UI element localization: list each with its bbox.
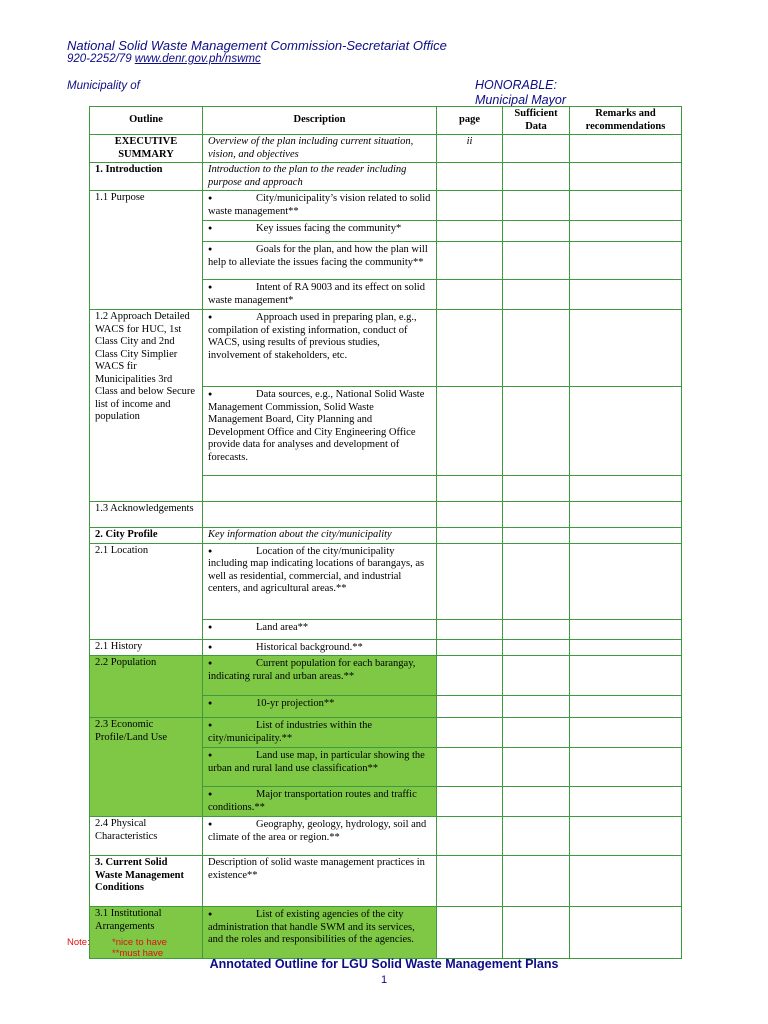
description-text: Major transportation routes and traffic conditions.** bbox=[208, 789, 417, 813]
page-cell bbox=[437, 787, 503, 817]
description-cell bbox=[203, 718, 437, 748]
remarks-cell[interactable] bbox=[570, 619, 682, 639]
description-cell bbox=[203, 639, 437, 656]
page-cell: ii bbox=[437, 135, 503, 163]
description-cell bbox=[203, 787, 437, 817]
outline-cell: 2.4 Physical Characteristics bbox=[90, 817, 203, 856]
sufficient-data-cell[interactable] bbox=[503, 528, 570, 544]
outline-cell: 2.1 Location bbox=[90, 543, 203, 639]
description-text: Description of solid waste management practices in existence** bbox=[208, 857, 425, 881]
table-row bbox=[90, 163, 682, 191]
bullet-icon: ● bbox=[208, 642, 213, 651]
outline-cell: 1.3 Acknowledgements bbox=[90, 502, 203, 528]
page-number: 1 bbox=[380, 974, 388, 986]
page-cell bbox=[437, 718, 503, 748]
description-cell bbox=[203, 656, 437, 696]
bullet-icon: ● bbox=[208, 194, 213, 202]
description-text: Historical background.** bbox=[256, 641, 363, 653]
description-cell bbox=[203, 748, 437, 787]
page-cell bbox=[437, 748, 503, 787]
description-cell bbox=[203, 817, 437, 856]
page-cell bbox=[437, 817, 503, 856]
remarks-cell[interactable] bbox=[570, 280, 682, 310]
description-cell bbox=[203, 856, 437, 907]
description-cell bbox=[203, 135, 437, 163]
page-cell bbox=[437, 639, 503, 656]
description-text: 10-yr projection** bbox=[256, 698, 335, 709]
bullet-icon: ● bbox=[208, 390, 213, 398]
outline-table bbox=[89, 106, 682, 959]
description-text: Key information about the city/municipality bbox=[208, 529, 392, 540]
page-cell bbox=[437, 242, 503, 280]
remarks-cell[interactable] bbox=[570, 718, 682, 748]
outline-cell: 2.3 Economic Profile/Land Use bbox=[90, 718, 203, 817]
table-row bbox=[90, 543, 682, 619]
description-cell bbox=[203, 191, 437, 221]
note-label: Note: bbox=[67, 937, 90, 948]
remarks-cell[interactable] bbox=[570, 856, 682, 907]
bullet-icon: ● bbox=[208, 721, 213, 729]
sufficient-data-cell[interactable] bbox=[503, 280, 570, 310]
table-row bbox=[90, 817, 682, 856]
municipality-label: Municipality of bbox=[67, 80, 140, 92]
remarks-cell[interactable] bbox=[570, 907, 682, 959]
remarks-cell[interactable] bbox=[570, 135, 682, 163]
sufficient-data-cell[interactable] bbox=[503, 907, 570, 959]
table-row bbox=[90, 135, 682, 163]
outline-cell: 2.1 History bbox=[90, 639, 203, 656]
description-text: Geography, geology, hydrology, soil and climate of the area or region.** bbox=[208, 819, 427, 843]
remarks-cell[interactable] bbox=[570, 543, 682, 619]
bullet-icon: ● bbox=[208, 790, 213, 798]
note-must: **must have bbox=[112, 948, 164, 959]
org-title: National Solid Waste Management Commission-Secretariat Office bbox=[67, 38, 447, 53]
description-cell bbox=[203, 221, 437, 242]
description-cell bbox=[203, 387, 437, 476]
description-text: List of existing agencies of the city administration that handle SWM and its services, and the roles and responsibilities of the agencies. bbox=[208, 909, 415, 945]
description-text: Overview of the plan including current situation, vision, and objectives bbox=[208, 136, 414, 160]
description-text: Introduction to the plan to the reader including purpose and approach bbox=[208, 164, 407, 188]
description-text: Land use map, in particular showing the urban and rural land use classification** bbox=[208, 750, 425, 774]
remarks-cell[interactable] bbox=[570, 191, 682, 221]
table-body bbox=[90, 135, 682, 959]
remarks-cell[interactable] bbox=[570, 787, 682, 817]
table-row bbox=[90, 191, 682, 221]
footer-title: Annotated Outline for LGU Solid Waste Management Plans bbox=[209, 957, 559, 971]
bullet-icon: ● bbox=[208, 224, 213, 232]
description-cell bbox=[203, 502, 437, 528]
description-text: Location of the city/municipality including map indicating locations of barangays, as well as residential, commercial, and industrial centers, and agricultural areas.** bbox=[208, 545, 425, 594]
sufficient-data-cell[interactable] bbox=[503, 242, 570, 280]
sufficient-data-cell[interactable] bbox=[503, 191, 570, 221]
table-row bbox=[90, 310, 682, 387]
col-page-header: page bbox=[437, 107, 503, 135]
sufficient-data-cell[interactable] bbox=[503, 543, 570, 619]
bullet-icon: ● bbox=[208, 622, 213, 631]
sufficient-data-cell[interactable] bbox=[503, 387, 570, 476]
bullet-icon: ● bbox=[208, 546, 213, 555]
contact-line bbox=[67, 53, 261, 65]
page-cell bbox=[437, 656, 503, 696]
remarks-cell[interactable] bbox=[570, 639, 682, 656]
bullet-icon: ● bbox=[208, 751, 213, 759]
col-outline-header: Outline bbox=[90, 107, 203, 135]
table-row bbox=[90, 856, 682, 907]
bullet-icon: ● bbox=[208, 283, 213, 291]
description-cell bbox=[203, 619, 437, 639]
description-text: City/municipality’s vision related to solid waste management** bbox=[208, 193, 431, 217]
description-cell bbox=[203, 242, 437, 280]
sufficient-data-cell[interactable] bbox=[503, 856, 570, 907]
sufficient-data-cell[interactable] bbox=[503, 310, 570, 387]
page-cell bbox=[437, 476, 503, 502]
remarks-cell[interactable] bbox=[570, 528, 682, 544]
page-cell bbox=[437, 543, 503, 619]
description-text: Intent of RA 9003 and its effect on solid waste management* bbox=[208, 282, 425, 306]
honorable-label: HONORABLE: bbox=[475, 78, 557, 92]
remarks-cell[interactable] bbox=[570, 656, 682, 696]
bullet-icon: ● bbox=[208, 659, 213, 667]
outline-cell: 1.1 Purpose bbox=[90, 191, 203, 310]
outline-cell: EXECUTIVE SUMMARY bbox=[90, 135, 203, 163]
outline-cell: 3.1 Institutional Arrangements bbox=[90, 907, 203, 959]
description-text: Key issues facing the community* bbox=[256, 223, 402, 234]
bullet-icon: ● bbox=[208, 699, 213, 707]
table-row bbox=[90, 718, 682, 748]
table-row bbox=[90, 656, 682, 696]
remarks-cell[interactable] bbox=[570, 387, 682, 476]
outline-cell: 3. Current Solid Waste Management Conditions bbox=[90, 856, 203, 907]
description-text: Approach used in preparing plan, e.g., compilation of existing information, conduct of WACS, using results of previous studies, involvement of stakeholders, etc. bbox=[208, 312, 417, 361]
description-cell bbox=[203, 163, 437, 191]
page-cell bbox=[437, 502, 503, 528]
bullet-icon: ● bbox=[208, 245, 213, 253]
sufficient-data-cell[interactable] bbox=[503, 135, 570, 163]
sufficient-data-cell[interactable] bbox=[503, 787, 570, 817]
outline-cell: 1.2 Approach Detailed WACS for HUC, 1st Class City and 2nd Class City Simplier WACS fir Municipalities 3rd Class and below Secure list of income and population bbox=[90, 310, 203, 502]
page-cell bbox=[437, 696, 503, 718]
sufficient-data-cell[interactable] bbox=[503, 656, 570, 696]
sufficient-data-cell[interactable] bbox=[503, 221, 570, 242]
sufficient-data-cell[interactable] bbox=[503, 502, 570, 528]
sufficient-data-cell[interactable] bbox=[503, 718, 570, 748]
col-sufficient-header: Sufficient Data bbox=[503, 107, 570, 135]
col-description-header: Description bbox=[203, 107, 437, 135]
page-cell bbox=[437, 856, 503, 907]
table-header-row bbox=[90, 107, 682, 135]
sufficient-data-cell[interactable] bbox=[503, 163, 570, 191]
page-cell bbox=[437, 191, 503, 221]
description-cell bbox=[203, 543, 437, 619]
sufficient-data-cell[interactable] bbox=[503, 639, 570, 656]
remarks-cell[interactable] bbox=[570, 748, 682, 787]
col-remarks-header: Remarks and recommendations bbox=[570, 107, 682, 135]
remarks-cell[interactable] bbox=[570, 502, 682, 528]
description-cell bbox=[203, 310, 437, 387]
sufficient-data-cell[interactable] bbox=[503, 817, 570, 856]
description-text: Goals for the plan, and how the plan will help to alleviate the issues facing the community** bbox=[208, 244, 428, 268]
description-text: List of industries within the city/municipality.** bbox=[208, 720, 373, 744]
remarks-cell[interactable] bbox=[570, 817, 682, 856]
sufficient-data-cell[interactable] bbox=[503, 748, 570, 787]
page-cell bbox=[437, 528, 503, 544]
remarks-cell[interactable] bbox=[570, 242, 682, 280]
bullet-icon: ● bbox=[208, 313, 213, 321]
remarks-cell[interactable] bbox=[570, 696, 682, 718]
sufficient-data-cell[interactable] bbox=[503, 476, 570, 502]
outline-cell: 1. Introduction bbox=[90, 163, 203, 191]
description-text: Land area** bbox=[256, 621, 309, 633]
bullet-icon: ● bbox=[208, 820, 213, 828]
description-cell bbox=[203, 476, 437, 502]
website-link[interactable]: www.denr.gov.ph/nswmc bbox=[134, 53, 261, 65]
description-text: Data sources, e.g., National Solid Waste Management Commission, Solid Waste Management Board, City Planning and Development Office and City Engineering Office provide data for analyses and development of forecasts. bbox=[208, 389, 425, 463]
page-cell bbox=[437, 163, 503, 191]
description-cell bbox=[203, 907, 437, 959]
table-row bbox=[90, 502, 682, 528]
remarks-cell[interactable] bbox=[570, 310, 682, 387]
page-cell bbox=[437, 280, 503, 310]
remarks-cell[interactable] bbox=[570, 163, 682, 191]
description-cell bbox=[203, 528, 437, 544]
addressee bbox=[475, 78, 566, 108]
note-legend bbox=[112, 937, 167, 959]
remarks-cell[interactable] bbox=[570, 221, 682, 242]
page-cell bbox=[437, 387, 503, 476]
sufficient-data-cell[interactable] bbox=[503, 619, 570, 639]
outline-cell: 2. City Profile bbox=[90, 528, 203, 544]
description-cell bbox=[203, 696, 437, 718]
page-cell bbox=[437, 907, 503, 959]
description-cell bbox=[203, 280, 437, 310]
table-row bbox=[90, 639, 682, 656]
page-cell bbox=[437, 221, 503, 242]
description-text: Current population for each barangay, indicating rural and urban areas.** bbox=[208, 658, 416, 682]
sufficient-data-cell[interactable] bbox=[503, 696, 570, 718]
page-cell bbox=[437, 619, 503, 639]
bullet-icon: ● bbox=[208, 910, 213, 918]
page-cell bbox=[437, 310, 503, 387]
mayor-label: Municipal Mayor bbox=[475, 93, 567, 107]
outline-cell: 2.2 Population bbox=[90, 656, 203, 718]
table-row bbox=[90, 907, 682, 959]
table-row bbox=[90, 528, 682, 544]
phone-number: 920-2252/79 bbox=[67, 53, 132, 65]
note-nice: *nice to have bbox=[112, 937, 167, 948]
remarks-cell[interactable] bbox=[570, 476, 682, 502]
